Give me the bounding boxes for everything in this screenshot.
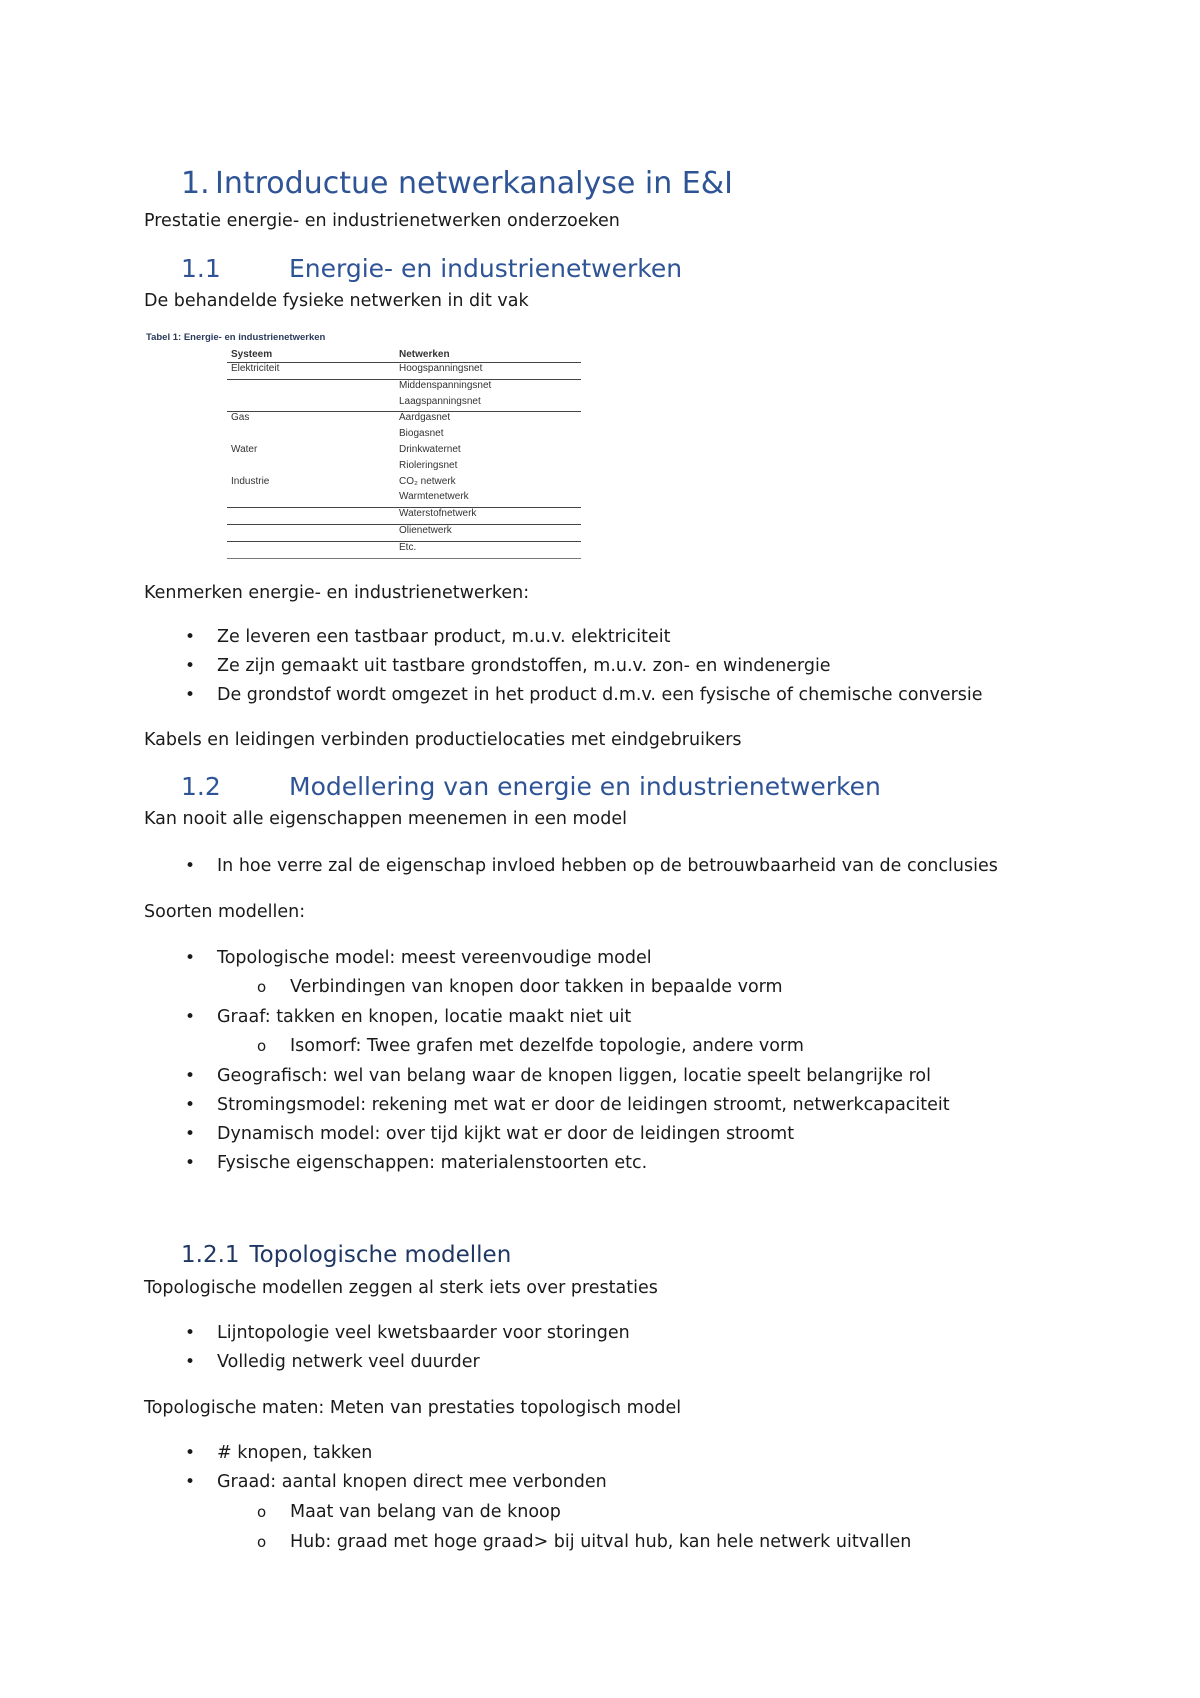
table-cell: Gas — [227, 412, 395, 428]
table-cell: CO₂ netwerk — [399, 475, 456, 487]
table-row — [227, 428, 581, 444]
section-intro: De behandelde fysieke netwerken in dit vak — [144, 291, 529, 311]
table-cell: Industrie — [231, 475, 270, 487]
section-title: Modellering van energie en industrienetwerken — [289, 772, 881, 801]
table-cell — [227, 396, 395, 412]
list-item: • Dynamisch model: over tijd kijkt wat er door de leidingen stroomt — [217, 1124, 794, 1144]
table-cell — [227, 508, 395, 525]
list-item: • Ze zijn gemaakt uit tastbare grondstoffen, m.u.v. zon- en windenergie — [217, 656, 831, 676]
table-cell: Etc. — [395, 541, 581, 558]
list-item: • Ze leveren een tastbaar product, m.u.v. elektriciteit — [217, 627, 670, 647]
list-item: • Volledig netwerk veel duurder — [217, 1352, 480, 1372]
table-row — [227, 460, 581, 476]
section-number: 1.1 — [181, 254, 221, 283]
table-row — [227, 491, 581, 507]
kabels-paragraph: Kabels en leidingen verbinden productielocaties met eindgebruikers — [144, 730, 742, 750]
list-item: • Geografisch: wel van belang waar de knopen liggen, locatie speelt belangrijke rol — [217, 1066, 931, 1086]
table-cell: Elektriciteit — [231, 363, 280, 374]
subsection-number: 1.2.1 — [181, 1242, 240, 1268]
table-row — [227, 412, 581, 428]
chapter-heading — [181, 166, 733, 201]
sub-list-item: o Maat van belang van de knoop — [290, 1502, 561, 1522]
networks-table — [227, 347, 581, 559]
list-item: • In hoe verre zal de eigenschap invloed hebben op de betrouwbaarheid van de conclusies — [217, 856, 998, 876]
section-title: Energie- en industrienetwerken — [289, 254, 683, 283]
list-item: • Stromingsmodel: rekening met wat er door de leidingen stroomt, netwerkcapaciteit — [217, 1095, 950, 1115]
list-item: • Graad: aantal knopen direct mee verbonden — [217, 1472, 607, 1492]
table-header: Systeem — [227, 347, 395, 363]
maten-label: Topologische maten: Meten van prestaties topologisch model — [144, 1398, 682, 1418]
table-cell: Aardgasnet — [395, 412, 581, 428]
table-row — [227, 524, 581, 541]
chapter-number: 1. — [181, 166, 210, 201]
table-cell — [227, 428, 395, 444]
list-item: • Lijntopologie veel kwetsbaarder voor storingen — [217, 1323, 630, 1343]
table-header-row — [227, 347, 581, 363]
table-cell: Waterstofnetwerk — [395, 508, 581, 525]
table-cell: Rioleringsnet — [399, 459, 458, 471]
table-cell: Hoogspanningsnet — [399, 363, 483, 374]
table-cell — [227, 379, 395, 395]
list-item: • Fysische eigenschappen: materialenstoorten etc. — [217, 1153, 647, 1173]
table-row — [227, 508, 581, 525]
table-header: Netwerken — [395, 347, 581, 363]
table-row — [227, 379, 581, 395]
section-intro: Kan nooit alle eigenschappen meenemen in een model — [144, 809, 628, 829]
networks-table-figure — [146, 332, 586, 557]
table-cell: Laagspanningsnet — [399, 395, 481, 407]
table-cell: Biogasnet — [399, 428, 444, 440]
list-item: • Topologische model: meest vereenvoudige model — [217, 948, 652, 968]
sub-list-item: o Hub: graad met hoge graad> bij uitval hub, kan hele netwerk uitvallen — [290, 1532, 911, 1552]
table-row — [227, 476, 581, 492]
chapter-subtitle: Prestatie energie- en industrienetwerken onderzoeken — [144, 211, 620, 231]
table-row — [227, 541, 581, 558]
subsection-intro: Topologische modellen zeggen al sterk iets over prestaties — [144, 1278, 658, 1298]
subsection-heading-1-2-1 — [181, 1242, 511, 1268]
table-cell: Water — [231, 443, 258, 455]
table-row — [227, 396, 581, 412]
list-item: • Graaf: takken en knopen, locatie maakt niet uit — [217, 1007, 631, 1027]
table-cell — [227, 524, 395, 541]
table-cell: Olienetwerk — [395, 524, 581, 541]
section-heading-1-1 — [181, 254, 682, 283]
chapter-title: Introductue netwerkanalyse in E&I — [215, 166, 733, 201]
table-cell: Drinkwaternet — [399, 443, 461, 455]
table-row — [227, 363, 581, 380]
sub-list-item: o Verbindingen van knopen door takken in bepaalde vorm — [290, 977, 783, 997]
list-item: • # knopen, takken — [217, 1443, 372, 1463]
table-cell — [227, 460, 395, 476]
table-cell — [227, 491, 395, 507]
table-cell: Middenspanningsnet — [395, 379, 581, 395]
table-caption: Tabel 1: Energie- en industrienetwerken — [146, 332, 326, 343]
list-item: • De grondstof wordt omgezet in het product d.m.v. een fysische of chemische conversie — [217, 685, 983, 705]
sub-list-item: o Isomorf: Twee grafen met dezelfde topologie, andere vorm — [290, 1036, 804, 1056]
kenmerken-label: Kenmerken energie- en industrienetwerken: — [144, 583, 530, 603]
soorten-label: Soorten modellen: — [144, 902, 306, 922]
table-cell — [227, 541, 395, 558]
section-number: 1.2 — [181, 772, 221, 801]
table-row — [227, 444, 581, 460]
section-heading-1-2 — [181, 772, 881, 801]
subsection-title: Topologische modellen — [249, 1242, 512, 1268]
table-cell: Warmtenetwerk — [399, 491, 469, 503]
